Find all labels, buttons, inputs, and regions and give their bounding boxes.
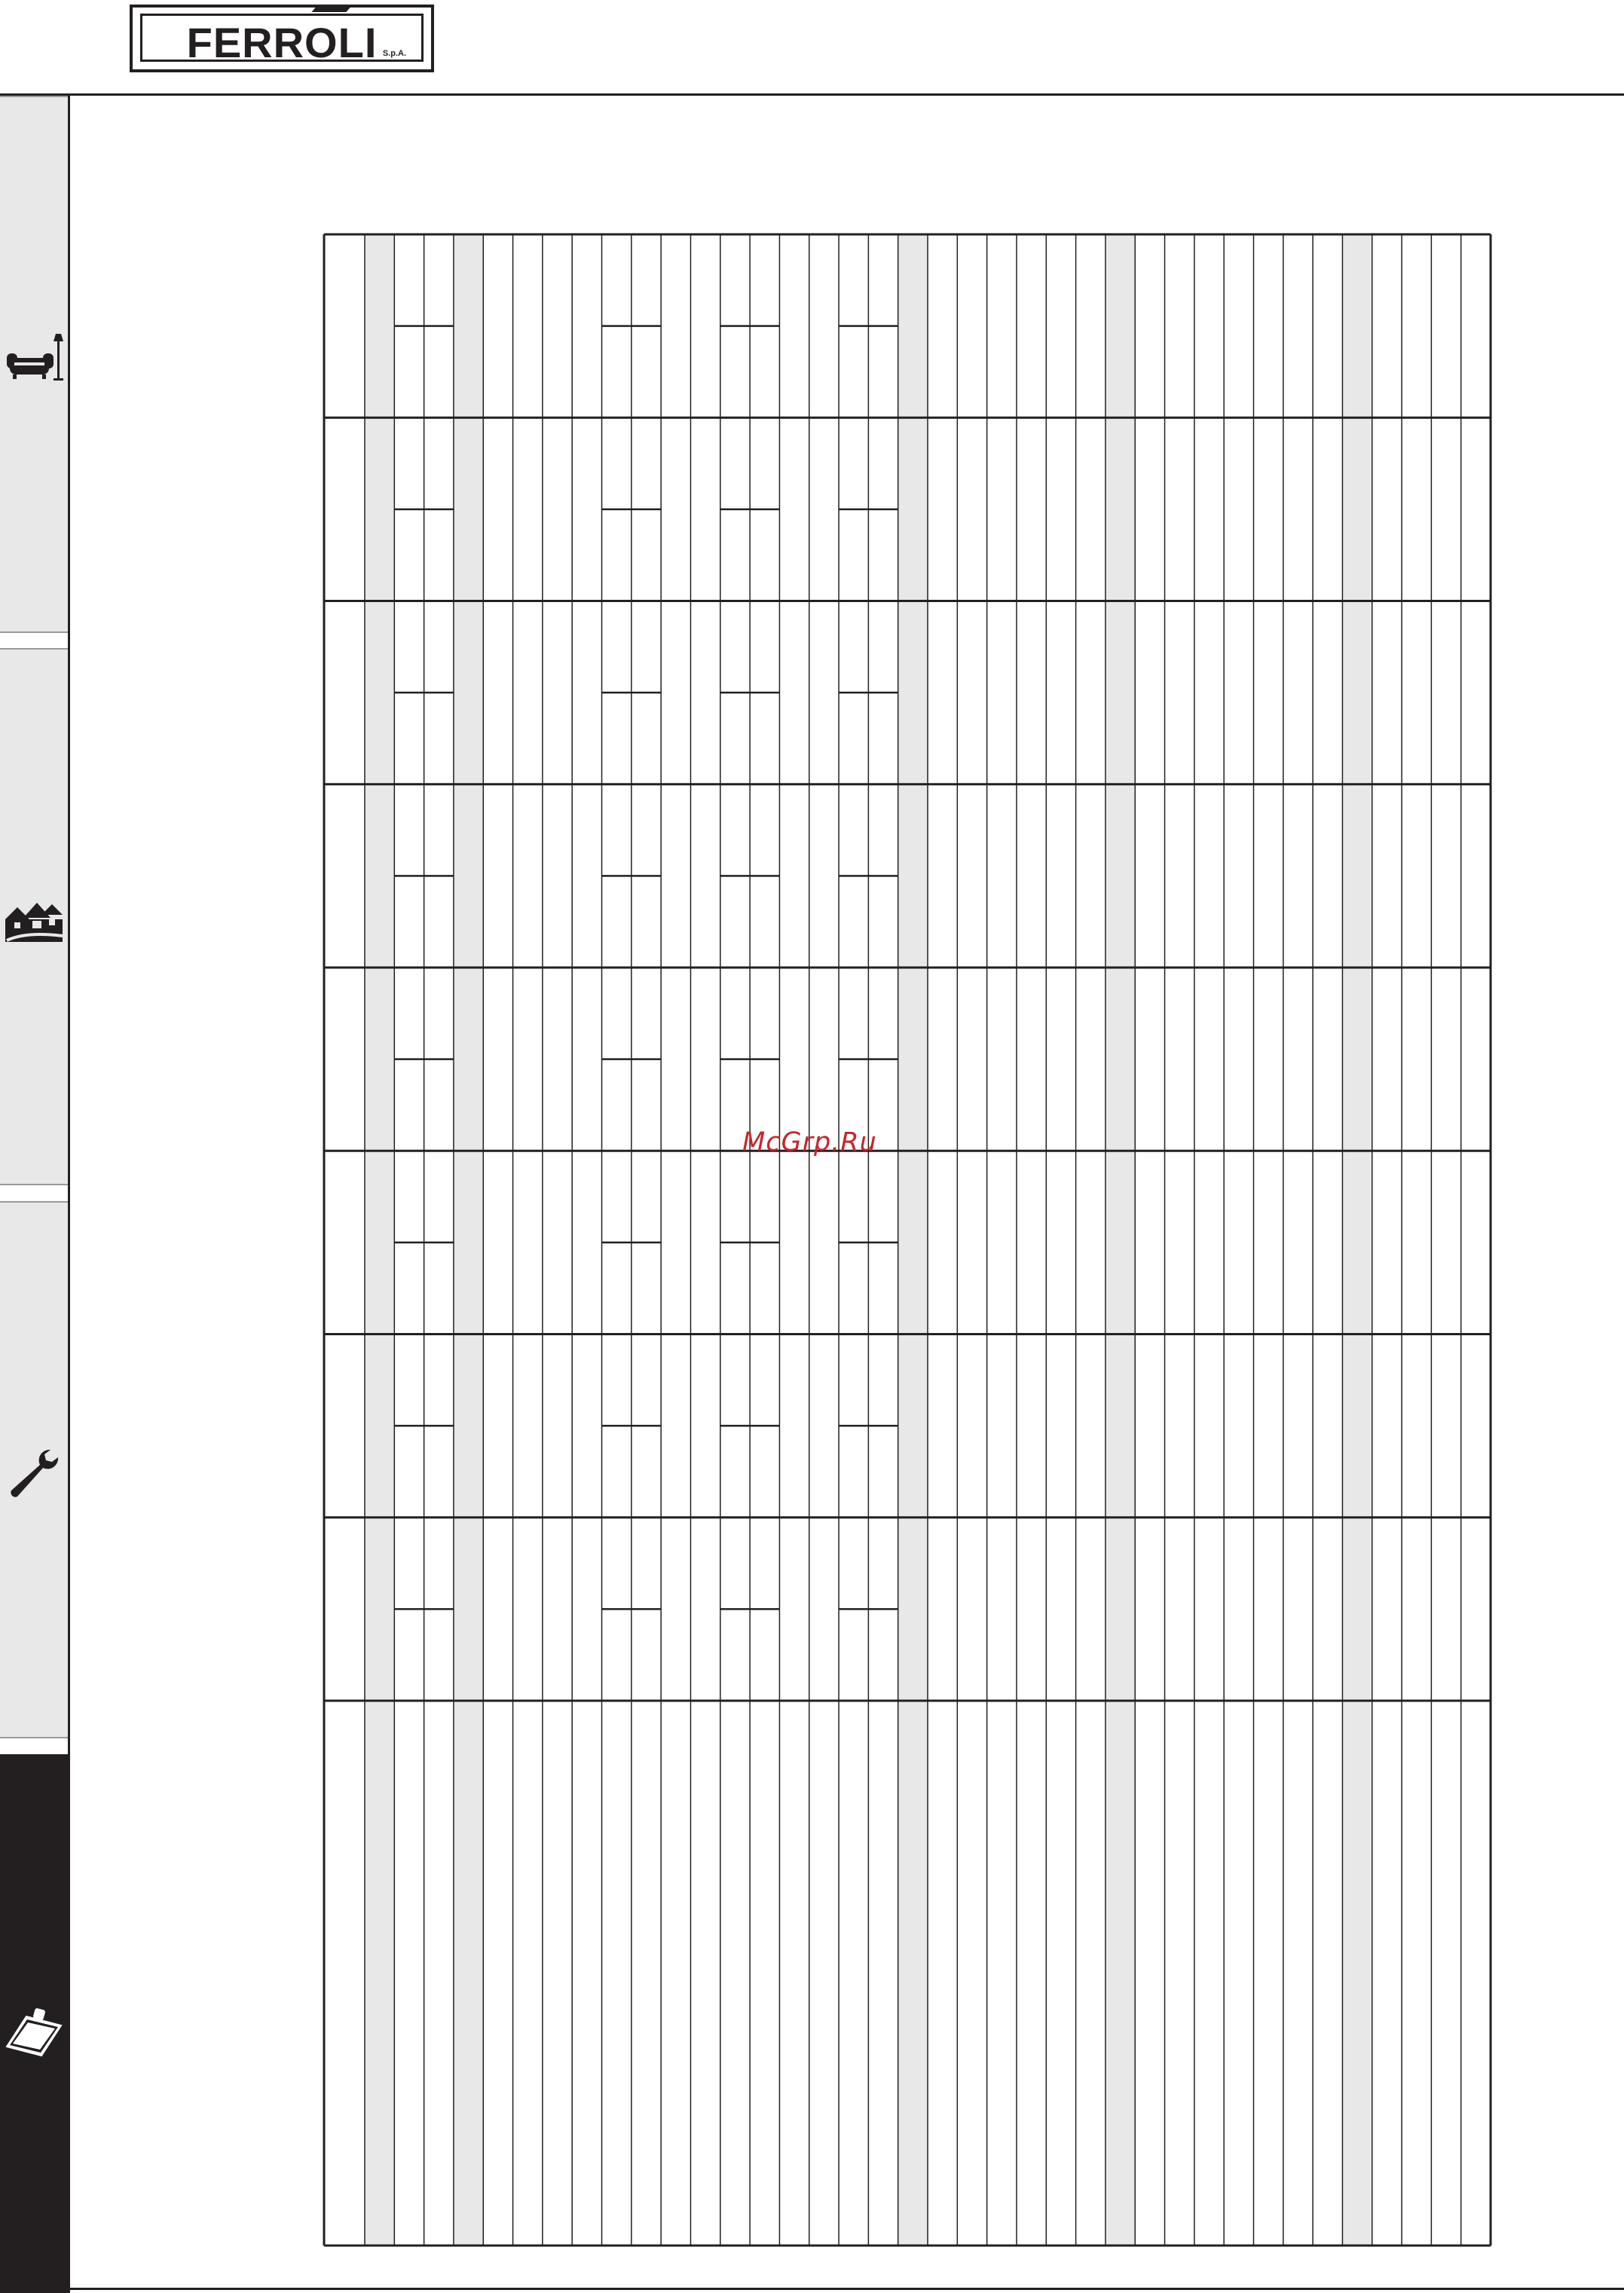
logo-brand-suffix: S.p.A.	[382, 49, 406, 58]
shaded-column	[898, 234, 928, 2246]
shaded-column	[454, 234, 483, 2246]
logo-brand-text: FERROLI	[186, 19, 378, 66]
shaded-column	[365, 234, 394, 2246]
shaded-column	[1342, 234, 1372, 2246]
shaded-column	[1106, 234, 1135, 2246]
watermark: McGrp.Ru	[742, 1127, 877, 1157]
